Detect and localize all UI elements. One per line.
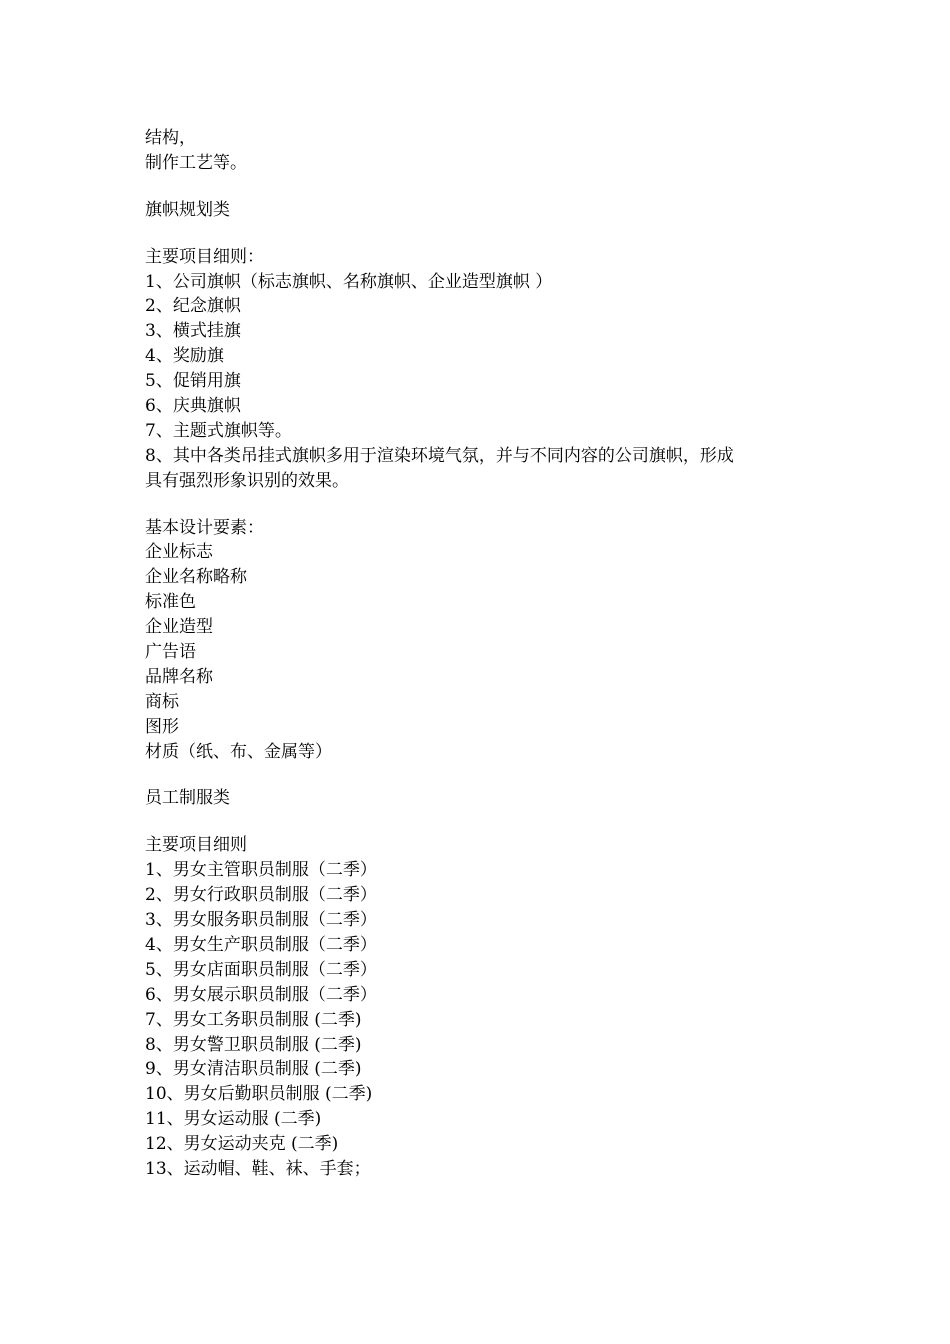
design-element: 品牌名称	[145, 666, 213, 687]
list-item: 1、男女主管职员制服（二季）	[145, 860, 377, 881]
list-item: 11、男女运动服 (二季)	[145, 1109, 322, 1130]
design-element: 图形	[145, 716, 179, 737]
design-element: 标准色	[145, 592, 196, 613]
design-element: 广告语	[145, 642, 196, 663]
spacer	[145, 811, 825, 833]
list-item: 3、横式挂旗	[145, 321, 241, 342]
list-item: 2、男女行政职员制服（二季）	[145, 885, 377, 906]
list-item: 6、庆典旗帜	[145, 396, 241, 417]
list-item: 5、男女店面职员制服（二季）	[145, 959, 377, 980]
spacer	[145, 223, 825, 245]
list-item: 5、促销用旗	[145, 371, 241, 392]
intro-line-2: 制作工艺等。	[145, 152, 247, 173]
list-item: 12、男女运动夹克 (二季)	[145, 1134, 339, 1155]
intro-line-1: 结构，	[145, 128, 196, 148]
document-page	[145, 126, 825, 1182]
uniforms-items-title: 主要项目细则	[145, 835, 247, 856]
list-item: 13、运动帽、鞋、袜、手套；	[145, 1158, 371, 1179]
spacer	[145, 176, 825, 198]
spacer	[145, 494, 825, 516]
list-item: 9、男女清洁职员制服 (二季)	[145, 1059, 362, 1080]
flags-items-title: 主要项目细则：	[145, 246, 264, 267]
list-item: 1、公司旗帜（标志旗帜、名称旗帜、企业造型旗帜 ）	[145, 271, 553, 292]
list-item: 7、男女工务职员制服 (二季)	[145, 1009, 362, 1030]
list-item: 8、男女警卫职员制服 (二季)	[145, 1034, 362, 1055]
list-item: 7、主题式旗帜等。	[145, 420, 292, 441]
list-item: 4、男女生产职员制服（二季）	[145, 934, 377, 955]
section-heading-flags: 旗帜规划类	[145, 199, 230, 220]
list-item: 10、男女后勤职员制服 (二季)	[145, 1084, 373, 1105]
list-item: 8、其中各类吊挂式旗帜多用于渲染环境气氛，并与不同内容的公司旗帜，形成	[145, 445, 734, 466]
list-item-continuation: 具有强烈形象识别的效果。	[145, 470, 349, 491]
design-element: 商标	[145, 691, 179, 712]
design-element: 企业名称略称	[145, 567, 247, 588]
list-item: 2、纪念旗帜	[145, 296, 241, 317]
design-element: 材质（纸、布、金属等）	[145, 741, 332, 762]
spacer	[145, 764, 825, 786]
design-element: 企业标志	[145, 542, 213, 563]
list-item: 4、奖励旗	[145, 346, 224, 367]
list-item: 6、男女展示职员制服（二季）	[145, 984, 377, 1005]
section-heading-uniforms: 员工制服类	[145, 788, 230, 809]
design-element: 企业造型	[145, 617, 213, 638]
flags-elements-title: 基本设计要素：	[145, 517, 264, 538]
list-item: 3、男女服务职员制服（二季）	[145, 910, 377, 931]
